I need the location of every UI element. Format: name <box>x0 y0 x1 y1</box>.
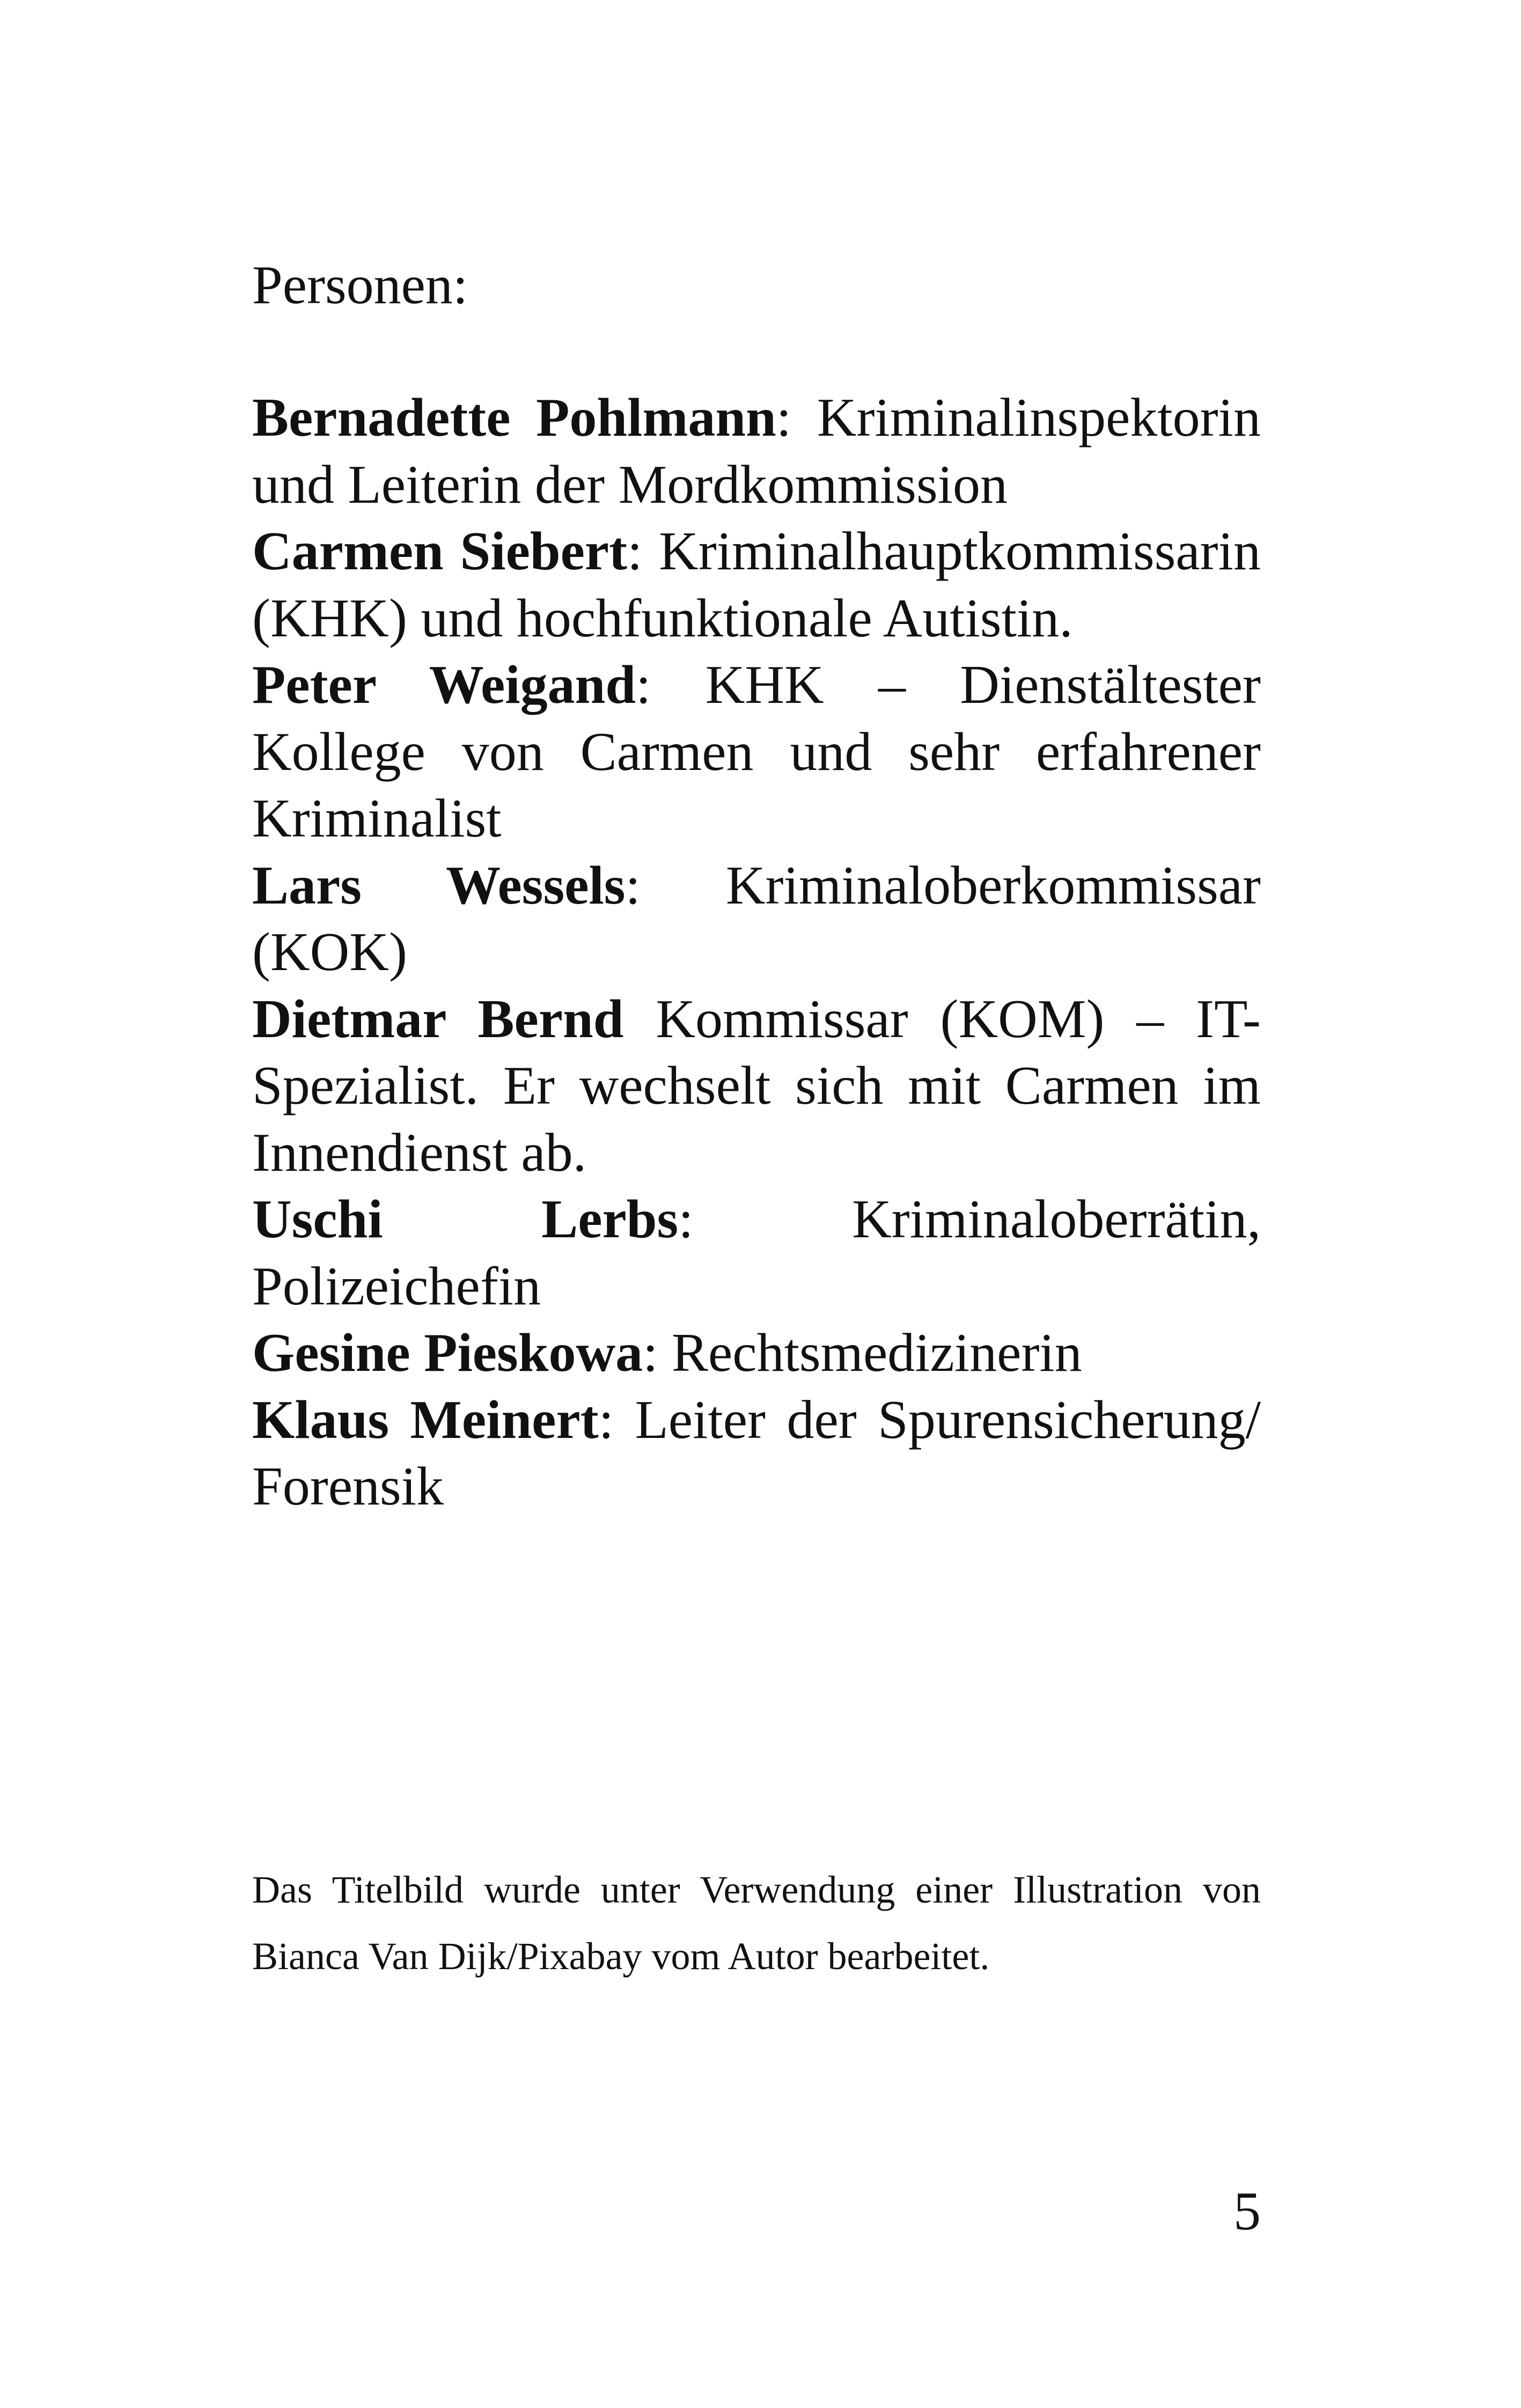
cast-name: Klaus Meinert <box>252 1389 599 1450</box>
section-heading: Personen: <box>252 255 468 315</box>
cast-description: Rechtsmedizinerin <box>658 1323 1082 1383</box>
cast-description: Kommissar (KOM) – IT-Spezialist. Er wechselt sich mit Carmen im Innendienst ab. <box>252 988 1261 1183</box>
cast-separator: : <box>625 855 641 916</box>
cast-entry <box>252 518 1261 652</box>
cast-separator: : <box>598 1389 614 1450</box>
cast-description: KHK – Dienstältester Kollege von Carmen und sehr erfahrener Kriminalist <box>252 655 1261 849</box>
cast-name: Bernadette Pohlmann <box>252 387 776 448</box>
cast-entry <box>252 1320 1261 1387</box>
cast-separator: : <box>678 1189 694 1250</box>
cast-name: Uschi Lerbs <box>252 1189 679 1250</box>
cast-separator: : <box>627 521 643 582</box>
cast-entry <box>252 1387 1261 1521</box>
cast-name: Dietmar Bernd <box>252 988 624 1049</box>
cast-entry <box>252 385 1261 518</box>
cast-description: Leiter der Spurensicherung/ Forensik <box>252 1389 1261 1517</box>
cast-name: Gesine Pieskowa <box>252 1323 643 1383</box>
cast-entry <box>252 986 1261 1187</box>
cast-entry <box>252 652 1261 853</box>
cast-description: Kriminaloberkommissar (KOK) <box>252 855 1261 982</box>
page-number: 5 <box>1233 2181 1261 2242</box>
cover-credit: Das Titelbild wurde unter Verwendung einer Illustration von Bianca Van Dijk/Pixabay vom Autor bearbeitet. <box>252 1868 1261 1978</box>
cast-entry <box>252 853 1261 986</box>
cast-description: Kriminalinspektorin und Leiterin der Mordkommission <box>252 387 1261 515</box>
cast-entry <box>252 1186 1261 1320</box>
cast-separator: : <box>636 655 651 715</box>
cast-list <box>252 385 1261 1521</box>
cast-name: Carmen Siebert <box>252 521 628 582</box>
cast-name: Lars Wessels <box>252 855 626 916</box>
cast-name: Peter Weigand <box>252 655 636 715</box>
cast-separator: : <box>776 387 792 448</box>
cast-separator: : <box>643 1323 658 1383</box>
cast-description: Kriminalhauptkommissarin (KHK) und hochfunktionale Autistin. <box>252 521 1261 649</box>
cast-description: Kriminaloberrätin, Polizeichefin <box>252 1189 1261 1317</box>
